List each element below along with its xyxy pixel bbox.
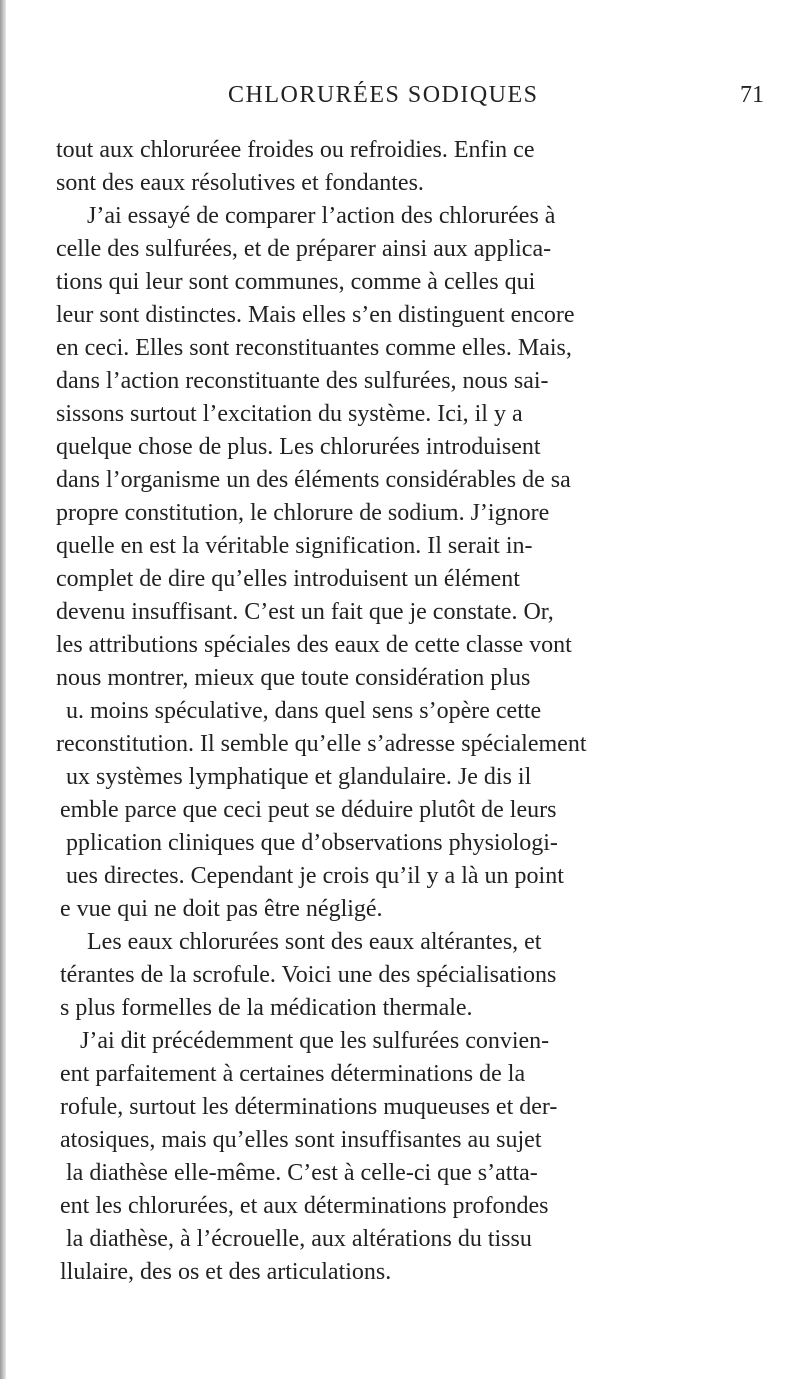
text-line: complet de dire qu’elles introduisent un élément bbox=[56, 566, 520, 592]
text-line: Les eaux chlorurées sont des eaux altérantes, et bbox=[87, 929, 542, 955]
text-line: J’ai dit précédemment que les sulfurées convien- bbox=[80, 1028, 550, 1054]
text-line: térantes de la scrofule. Voici une des spécialisations bbox=[60, 962, 557, 988]
text-line: s plus formelles de la médication thermale. bbox=[60, 995, 473, 1021]
text-line: reconstitution. Il semble qu’elle s’adresse spécialement bbox=[56, 731, 587, 757]
text-line: ux systèmes lymphatique et glandulaire. Je dis il bbox=[66, 764, 532, 790]
text-line: J’ai essayé de comparer l’action des chlorurées à bbox=[87, 203, 556, 229]
page-header bbox=[0, 80, 800, 120]
text-line: ues directes. Cependant je crois qu’il y a là un point bbox=[66, 863, 564, 889]
text-line: pplication cliniques que d’observations physiologi- bbox=[66, 830, 558, 856]
text-line: rofule, surtout les déterminations muqueuses et der- bbox=[60, 1094, 558, 1120]
text-line: dans l’action reconstituante des sulfurées, nous sai- bbox=[56, 368, 549, 394]
text-line: quelque chose de plus. Les chlorurées introduisent bbox=[56, 434, 541, 460]
text-line: quelle en est la véritable signification. Il serait in- bbox=[56, 533, 533, 559]
page-binding-edge bbox=[0, 0, 6, 1379]
text-line: tout aux chloruréee froides ou refroidies. Enfin ce bbox=[56, 137, 535, 163]
text-line: dans l’organisme un des éléments considérables de sa bbox=[56, 467, 571, 493]
text-line: tions qui leur sont communes, comme à celles qui bbox=[56, 269, 536, 295]
text-line: leur sont distinctes. Mais elles s’en distinguent encore bbox=[56, 302, 575, 328]
text-line: sont des eaux résolutives et fondantes. bbox=[56, 170, 424, 196]
text-line: celle des sulfurées, et de préparer ainsi aux applica- bbox=[56, 236, 552, 262]
text-line: emble parce que ceci peut se déduire plutôt de leurs bbox=[60, 797, 557, 823]
text-line: devenu insuffisant. C’est un fait que je constate. Or, bbox=[56, 599, 554, 625]
running-title: CHLORURÉES SODIQUES bbox=[228, 82, 539, 108]
text-line: les attributions spéciales des eaux de cette classe vont bbox=[56, 632, 572, 658]
text-line: propre constitution, le chlorure de sodium. J’ignore bbox=[56, 500, 550, 526]
text-line: en ceci. Elles sont reconstituantes comme elles. Mais, bbox=[56, 335, 572, 361]
text-line: sissons surtout l’excitation du système. Ici, il y a bbox=[56, 401, 523, 427]
text-line: la diathèse, à l’écrouelle, aux altérations du tissu bbox=[66, 1226, 532, 1252]
text-line: llulaire, des os et des articulations. bbox=[60, 1259, 392, 1285]
text-line: u. moins spéculative, dans quel sens s’opère cette bbox=[66, 698, 542, 724]
text-line: ent les chlorurées, et aux déterminations profondes bbox=[60, 1193, 549, 1219]
text-line: ent parfaitement à certaines déterminations de la bbox=[60, 1061, 526, 1087]
text-line: e vue qui ne doit pas être négligé. bbox=[60, 896, 383, 922]
text-line: atosiques, mais qu’elles sont insuffisantes au sujet bbox=[60, 1127, 542, 1153]
page-number: 71 bbox=[740, 82, 764, 108]
text-line: la diathèse elle-même. C’est à celle-ci que s’atta- bbox=[66, 1160, 538, 1186]
text-line: nous montrer, mieux que toute considération plus bbox=[56, 665, 531, 691]
